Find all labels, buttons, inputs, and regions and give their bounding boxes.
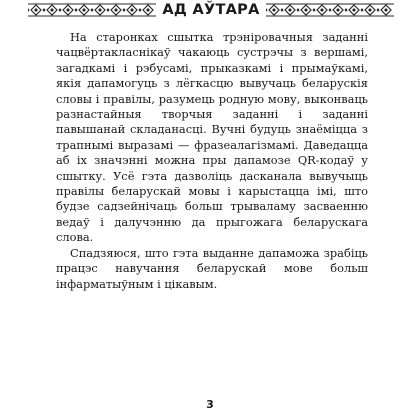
ornament-right-icon: [266, 3, 394, 17]
page-number: 3: [206, 398, 214, 411]
paragraph-1: На старонках сшытка трэніровачныя заданні чацвёртакласнікаў чакаюць сустрэчы з вершамі, загадкамі і рэбусамі, прыказкамі і прымаўкамі, якія дапамогуць з лёгкасцю вывучаць беларускія словы і правілы, разумець родную мову, выконваць разнастайныя творчыя заданні і заданні павышанай складанасці. Вучні будуць знаёміцца з трапнымі выразамі — фразеалагізмамі. Даведацца аб іх значэнні можна пры дапамозе QR-кодаў у сшытку. Усё гэта дазволіць дасканала вывучыць правілы беларускай мовы і карыстацца імі, што будзе садзейнічаць больш трываламу засваенню ведаў і далучэнню да прыгожага беларускага слова.: [56, 30, 368, 245]
paragraph-2: Спадзяюся, што гэта выданне дапаможа зрабіць працэс навучання беларускай мове больш інфарматыўным і цікавым.: [56, 245, 368, 291]
page-title: АД АЎТАРА: [162, 2, 260, 18]
ornament-left-icon: [28, 3, 156, 17]
page-header: [0, 0, 420, 22]
preface-text: [56, 30, 368, 292]
